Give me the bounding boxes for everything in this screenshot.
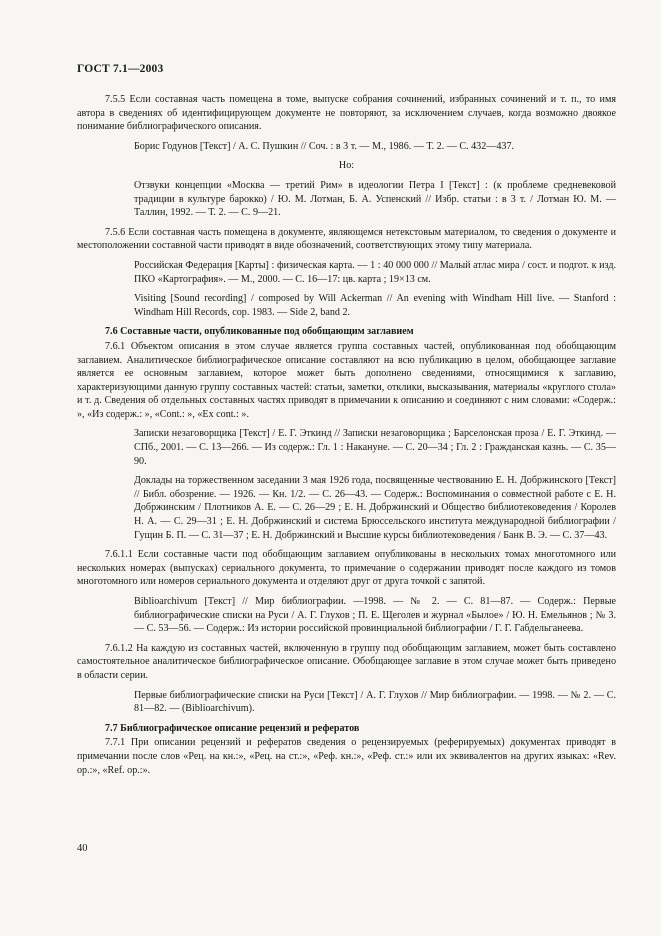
paragraph-7-6-1-1: 7.6.1.1 Если составные части под обобщающим заглавием опубликованы в нескольких томах многотомного или нескольких номерах (выпусках) сериального документа, то примечание о содержании приводят после каждого из томов многотомного или номеров сериального документа и отделяют друг от друга точкой с запятой.	[77, 549, 616, 588]
paragraph-7-7-1: 7.7.1 При описании рецензий и рефератов сведения о рецензируемых (реферируемых) документах приводят в примечании после слов «Рец. на кн.:», «Рец. на ст.:», «Реф. кн.:», «Реф. ст.:» или их эквивалентов на других языках: «Rev. op.:», «Ref. op.:».	[77, 737, 616, 776]
example-etkind: Записки незаговорщика [Текст] / Е. Г. Эткинд // Записки незаговорщика ; Барселонская проза / Е. Г. Эткинд. — СПб., 2001. — С. 13—266. — Из содерж.: Гл. 1 : Накануне. — С. 20—34 ; Гл. 2 : Гражданская казнь. — С. 35—90.	[134, 428, 616, 467]
example-sound-recording: Visiting [Sound recording] / composed by Will Ackerman // An evening with Windham Hill live. — Stanford : Windham Hill Records, cop. 1983. — Side 2, band 2.	[134, 293, 616, 318]
heading-7-6: 7.6 Составные части, опубликованные под обобщающим заглавием	[105, 326, 414, 338]
example-map: Российская Федерация [Карты] : физическая карта. — 1 : 40 000 000 // Малый атлас мира / сост. и подгот. к изд. ПКО «Картография». — М., 2000. — С. 16—17: цв. карта ; 19×13 см.	[134, 259, 616, 285]
example-pushkin: Борис Годунов [Текст] / А. С. Пушкин // Соч. : в 3 т. — М., 1986. — Т. 2. — С. 432—437.	[134, 140, 515, 152]
page-number: 40	[77, 843, 88, 854]
paragraph-7-5-6: 7.5.6 Если составная часть помещена в документе, являющемся нетекстовым материалом, то сведения о документе и местоположении составной части приводят в виде обозначений, соответствующих этому типу материала.	[77, 226, 616, 252]
example-biblioarchivum: Bibliоarchivum [Текст] // Мир библиографии. —1998. — № 2. — С. 81—87. — Содерж.: Первые библиографические списки на Руси / А. Г. Глухов ; П. Е. Щеголев и журнал «Былое» / Ю. Н. Емельянов ; № 3. — С. 53—56. — Содерж.: Из истории российской провинциальной библиографии / Г. Г. Габдельганеева.	[134, 596, 616, 635]
example-glukhov: Первые библиографические списки на Руси [Текст] / А. Г. Глухов // Мир библиографии. — 1998. — № 2. — С. 81—82. — (Bibliоarchivum).	[134, 689, 616, 715]
paragraph-7-5-5: 7.5.5 Если составная часть помещена в томе, выпуске собрания сочинений, избранных сочинений и т. п., то имя автора в сведениях об идентифицирующем документе не повторяют, за исключением случаев, когда возможно двоякое понимание библиографического описания.	[77, 94, 616, 133]
example-dobrzhinsky: Доклады на торжественном заседании 3 мая 1926 года, посвященные чествованию Е. Н. Добржинского [Текст] // Библ. обозрение. — 1926. — Кн. 1/2. — С. 26—43. — Содерж.: Воспоминания о совместной работе с Е. Н. Добржинским / Плотников А. Е. — С. 26—29 ; Е. Н. Добржинский и Общество библиотековедения / Королев Н. А. — С. 29—31 ; Е. Н. Добржинский и система Брюссельского института международной библиографии / Гущин Б. П. — С. 31—37 ; Е. Н. Добржинский и Высшие курсы библиотековедения / Банк В. Э. — С. 37—43.	[134, 475, 616, 541]
example-lotman: Отзвуки концепции «Москва — третий Рим» в идеологии Петра I [Текст] : (к проблеме средневековой традиции в культуре барокко) / Ю. М. Лотман, Б. А. Успенский // Избр. статьи : в 3 т. / Лотман Ю. М. — Таллин, 1992. — Т. 2. — С. 9—21.	[134, 179, 616, 219]
paragraph-7-6-1: 7.6.1 Объектом описания в этом случае является группа составных частей, опубликованная под обобщающим заглавием. Аналитическое библиографическое описание составляют на всю публикацию в целом, обобщающее заглавие является ее основным заглавием, которое может быть дополнено сведениями, относящимися к заглавию, характеризующими данную группу составных частей: статьи, заметки, отклики, высказывания, материалы «круглого стола» и т. д. Сведения об отдельных составных частях приводят в примечании к описанию и соединяют с ним словами: «Содерж.: », «Из содерж.: », «Cont.: », «Ex cont.: ».	[77, 340, 616, 420]
heading-7-7: 7.7 Библиографическое описание рецензий и рефератов	[105, 722, 360, 734]
note-no: Но:	[338, 160, 355, 172]
paragraph-7-6-1-2: 7.6.1.2 На каждую из составных частей, включенную в группу под обобщающим заглавием, может быть составлено самостоятельное аналитическое библиографическое описание. Обобщающее заглавие в этом случае может быть приведено в области серии.	[77, 642, 616, 681]
page-body	[77, 93, 616, 783]
page-header: ГОСТ 7.1—2003	[77, 63, 164, 75]
